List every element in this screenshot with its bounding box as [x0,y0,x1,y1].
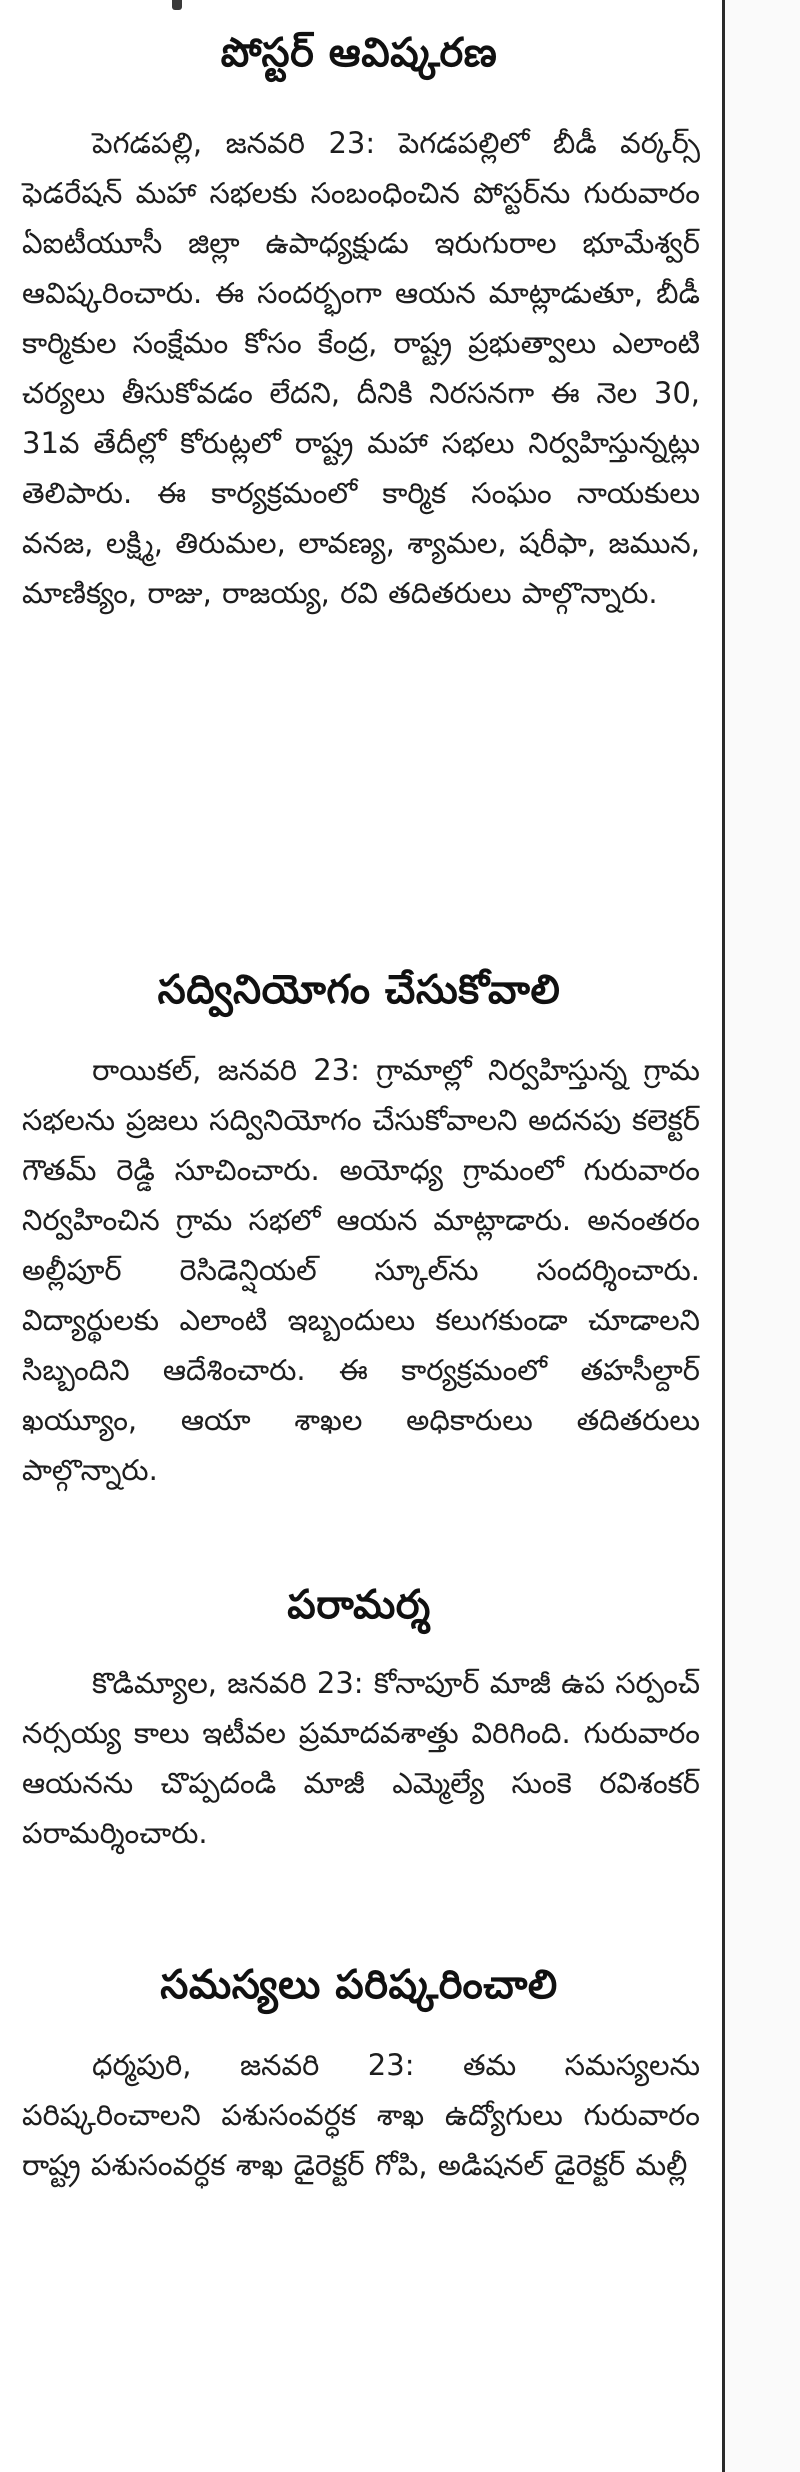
article-headline: సద్వినియోగం చేసుకోవాలి [157,967,561,1013]
article-condolence-visit [0,1580,718,1858]
article-poster-unveiling [0,28,718,618]
article-headline: పోస్టర్ ఆవిష్కరణ [220,30,498,76]
article-headline: పరామర్శ [287,1582,431,1628]
article-make-good-use [0,965,718,1495]
adjacent-column-edge [725,0,800,2472]
article-body: కొడిమ్యాల, జనవరి 23: కోనాపూర్ మాజీ ఉప సర్పంచ్ నర్సయ్య కాలు ఇటీవల ప్రమాదవశాత్తు విరిగింది. గురువారం ఆయనను చొప్పదండి మాజీ ఎమ్మెల్యే సుంకె రవిశంకర్ పరామర్శించారు. [22,1666,700,1850]
previous-article-fragment [172,0,182,10]
article-body: పెగడపల్లి, జనవరి 23: పెగడపల్లిలో బీడీ వర్కర్స్ ఫెడరేషన్ మహా సభలకు సంబంధించిన పోస్టర్‌ను గురువారం ఏఐటీయూసీ జిల్లా ఉపాధ్యక్షుడు ఇరుగురాల భూమేశ్వర్ ఆవిష్కరించారు. ఈ సందర్భంగా ఆయన మాట్లాడుతూ, బీడీ కార్మికుల సంక్షేమం కోసం కేంద్ర, రాష్ట్ర ప్రభుత్వాలు ఎలాంటి చర్యలు తీసుకోవడం లేదని, దీనికి నిరసనగా ఈ నెల 30, 31వ తేదీల్లో కోరుట్లలో రాష్ట్ర మహా సభలు నిర్వహిస్తున్నట్లు తెలిపారు. ఈ కార్యక్రమంలో కార్మిక సంఘం నాయకులు వనజ, లక్ష్మి, తిరుమల, లావణ్య, శ్యామల, షరీఫా, జమున, మాణిక్యం, రాజు, రాజయ్య, రవి తదితరులు పాల్గొన్నారు. [22,126,700,610]
article-resolve-problems [0,1960,718,2190]
article-headline: సమస్యలు పరిష్కరించాలి [160,1962,558,2008]
article-body: ధర్మపురి, జనవరి 23: తమ సమస్యలను పరిష్కరించాలని పశుసంవర్ధక శాఖ ఉద్యోగులు గురువారం రాష్ట్ర పశుసంవర్ధక శాఖ డైరెక్టర్ గోపి, అడిషనల్ డైరెక్టర్ మల్లీ [22,2048,700,2182]
article-body: రాయికల్, జనవరి 23: గ్రామాల్లో నిర్వహిస్తున్న గ్రామ సభలను ప్రజలు సద్వినియోగం చేసుకోవాలని అదనపు కలెక్టర్ గౌతమ్ రెడ్డి సూచించారు. అయోధ్య గ్రామంలో గురువారం నిర్వహించిన గ్రామ సభలో ఆయన మాట్లాడారు. అనంతరం అల్లీపూర్ రెసిడెన్షియల్ స్కూల్‌ను సందర్శించారు. విద్యార్థులకు ఎలాంటి ఇబ్బందులు కలుగకుండా చూడాలని సిబ్బందిని ఆదేశించారు. ఈ కార్యక్రమంలో తహసీల్దార్ ఖయ్యూం, ఆయా శాఖల అధికారులు తదితరులు పాల్గొన్నారు. [22,1053,700,1487]
